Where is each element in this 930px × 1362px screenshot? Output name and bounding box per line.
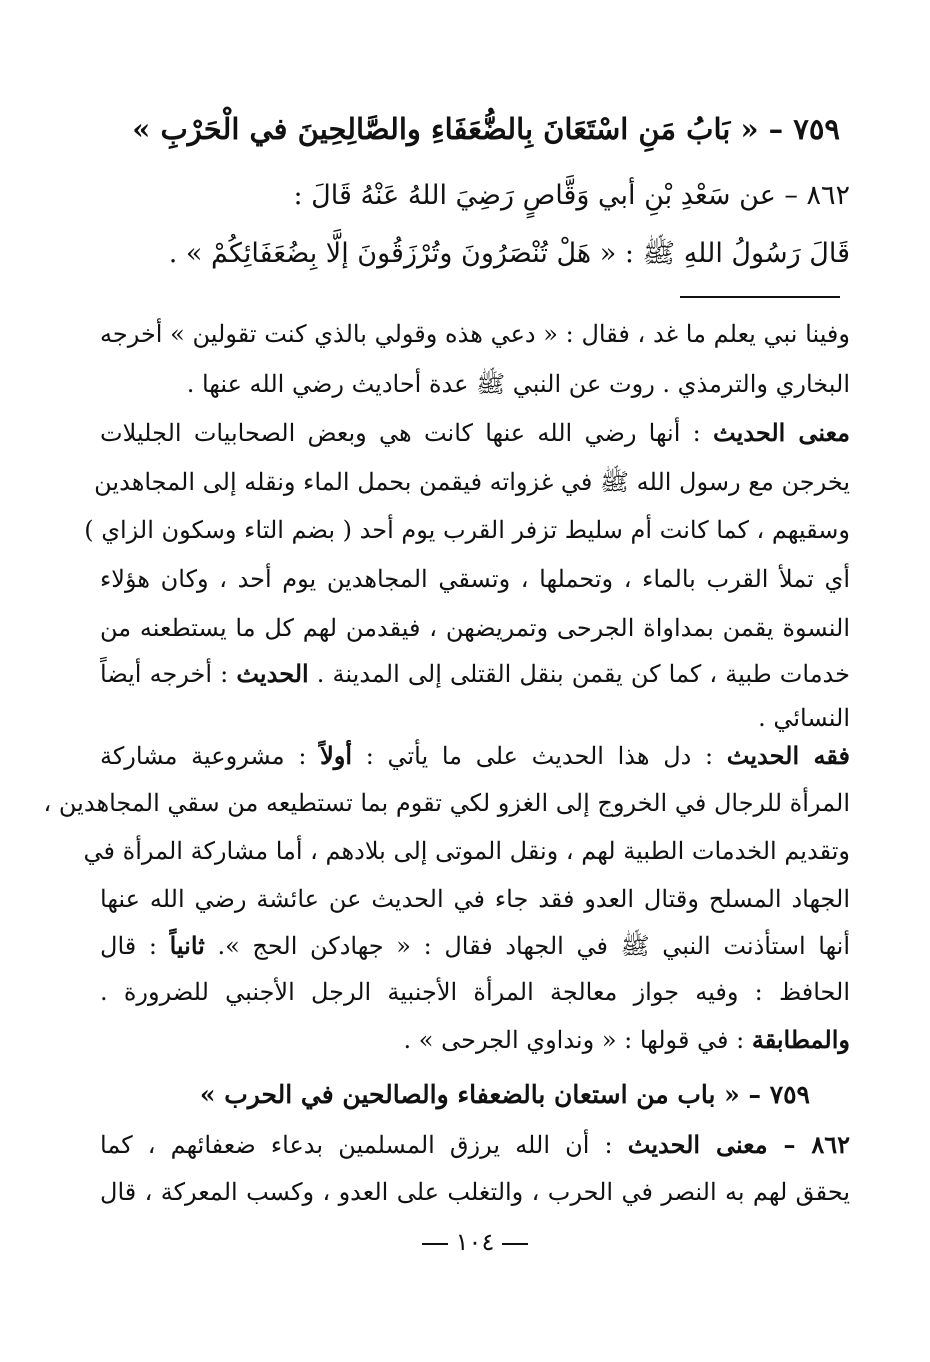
commentary-line: يخرجن مع رسول الله ﷺ في غزواته فيقمن بحمل الماء ونقله إلى المجاهدين <box>94 468 850 496</box>
commentary-line: وتقديم الخدمات الطبية لهم ، ونقل الموتى إلى بلادهم ، أما مشاركة المرأة في <box>83 837 850 865</box>
page-footer <box>100 1228 850 1256</box>
section-label: ثانياً <box>169 931 205 960</box>
commentary-line: ٨٦٢ – معنى الحديث : أن الله يرزق المسلمين بدعاء ضعفائهم ، كما <box>100 1130 851 1159</box>
hadith-isnad-line: ٨٦٢ – عن سَعْدِ بْنِ أبي وَقَّاصٍ رَضِيَ اللهُ عَنْهُ قَالَ : <box>293 180 850 211</box>
commentary-line: يحقق لهم به النصر في الحرب ، والتغلب على العدو ، وكسب المعركة ، قال <box>100 1178 850 1206</box>
section-label: الحديث <box>236 659 309 688</box>
commentary-line: البخاري والترمذي . روت عن النبي ﷺ عدة أحاديث رضي الله عنها . <box>186 370 850 398</box>
page-number: ١٠٤ <box>455 1228 495 1256</box>
section-label: والمطابقة <box>751 1025 850 1054</box>
footer-dash <box>502 1243 528 1245</box>
commentary-line: النسوة يقمن بمداواة الجرحى وتمريضهن ، فيقدمن لهم كل ما يستطعنه من <box>100 614 850 642</box>
section-label: ٨٦٢ – معنى الحديث <box>627 1130 851 1159</box>
footer-dash <box>422 1243 448 1245</box>
footnote-divider <box>680 296 840 298</box>
commentary-line: النسائي . <box>758 704 850 732</box>
commentary-line: الحافظ : وفيه جواز معالجة المرأة الأجنبية الرجل الأجنبي للضرورة . <box>100 978 850 1006</box>
commentary-line: والمطابقة : في قولها : « ونداوي الجرحى » . <box>403 1025 850 1054</box>
commentary-line: خدمات طبية ، كما كن يقمن بنقل القتلى إلى المدينة . الحديث : أخرجه أيضاً <box>100 659 850 688</box>
hadith-matn-line: قَالَ رَسُولُ اللهِ ﷺ : « هَلْ تُنْصَرُونَ وتُرْزَقُونَ إلَّا بِضُعَفَائِكُمْ » . <box>168 238 850 269</box>
commentary-line: المرأة للرجال في الخروج إلى الغزو لكي تقوم بما تستطيعه من سقي المجاهدين ، <box>43 789 850 817</box>
commentary-line: فقه الحديث : دل هذا الحديث على ما يأتي : أولاً : مشروعية مشاركة <box>100 741 850 770</box>
commentary-line: أي تملأ القرب بالماء ، وتحملها ، وتسقي المجاهدين يوم أحد ، وكان هؤلاء <box>100 565 851 593</box>
section-label: أولاً <box>320 741 353 770</box>
commentary-line: الجهاد المسلح وقتال العدو فقد جاء في الحديث عن عائشة رضي الله عنها <box>100 885 850 913</box>
commentary-line: أنها استأذنت النبي ﷺ في الجهاد فقال : « جهادكن الحج ». ثانياً : قال <box>100 931 850 960</box>
section-title: ٧٥٩ – « باب من استعان بالضعفاء والصالحين في الحرب » <box>199 1080 810 1109</box>
section-label: معنى الحديث <box>713 418 850 447</box>
book-page <box>43 0 851 1362</box>
commentary-line: معنى الحديث : أنها رضي الله عنها كانت هي وبعض الصحابيات الجليلات <box>100 418 850 447</box>
section-label: فقه الحديث <box>726 741 850 770</box>
chapter-title: ٧٥٩ – « بَابُ مَنِ اسْتَعَانَ بِالضُّعَفَاءِ والصَّالِحِينَ في الْحَرْبِ » <box>132 112 840 146</box>
commentary-line: وسقيهم ، كما كانت أم سليط تزفر القرب يوم أحد ( بضم التاء وسكون الزاي ) <box>84 516 850 544</box>
commentary-line: وفينا نبي يعلم ما غد ، فقال : « دعي هذه وقولي بالذي كنت تقولين » أخرجه <box>100 320 850 348</box>
